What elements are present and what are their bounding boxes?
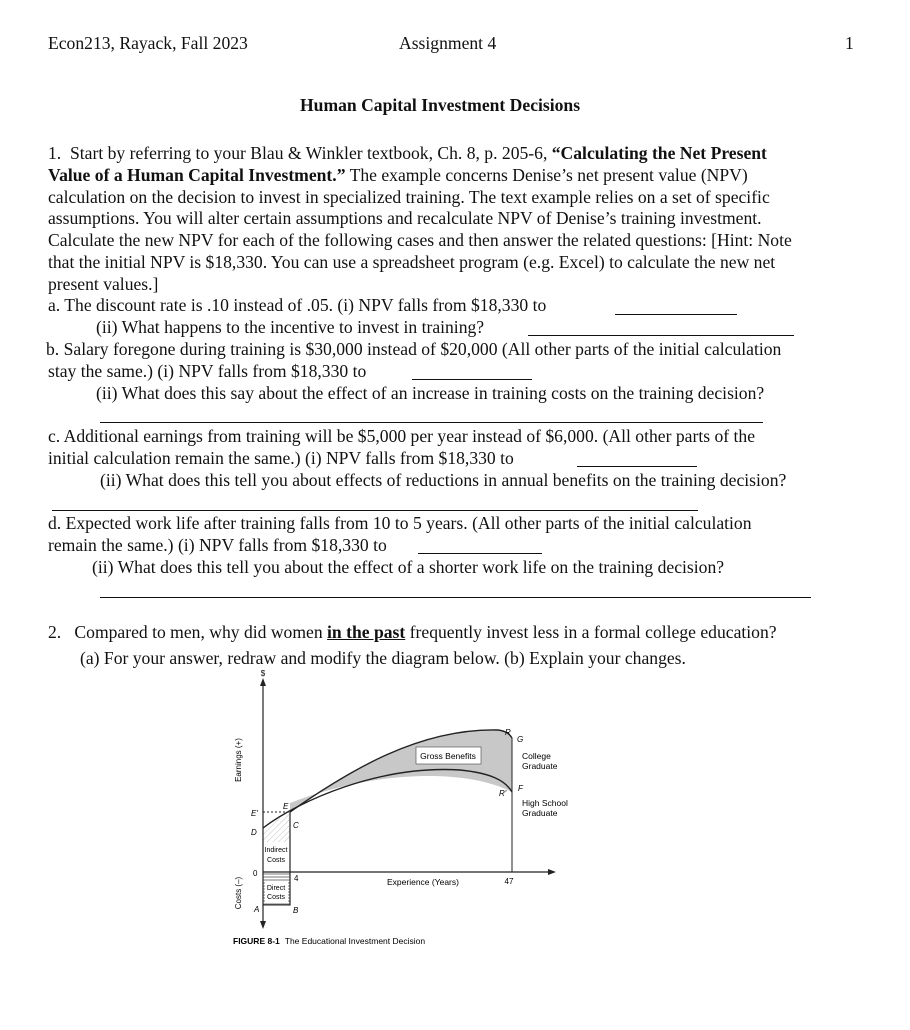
- point-g-label: G: [517, 735, 524, 744]
- q1d-line-2: remain the same.) (i) NPV falls from $18,330 to: [48, 535, 387, 555]
- x-axis-arrow: [548, 869, 556, 875]
- high-school-graduate-label-1: High School: [522, 798, 568, 808]
- q1-line-5: Calculate the new NPV for each of the following cases and then answer the related questions: [Hint: Note: [48, 230, 792, 250]
- q1c-line-2: initial calculation remain the same.) (i) NPV falls from $18,330 to: [48, 448, 514, 468]
- point-b-label: B: [293, 906, 299, 915]
- figure-caption: [233, 936, 425, 946]
- point-r-label: R: [505, 728, 511, 737]
- page-title: Human Capital Investment Decisions: [300, 95, 581, 115]
- point-a-label: A: [254, 905, 260, 914]
- q1-line-6: that the initial NPV is $18,330. You can use a spreadsheet program (e.g. Excel) to calculate the new net: [48, 252, 776, 272]
- q1-line-2-text: The example concerns Denise’s net present value (NPV): [345, 165, 748, 185]
- q1d-line-1: d. Expected work life after training falls from 10 to 5 years. (All other parts of the initial calculation: [48, 513, 752, 533]
- y-axis-arrow-up: [260, 678, 266, 686]
- point-e-prime-label: E': [251, 809, 258, 818]
- point-r-prime-label: R': [499, 789, 507, 798]
- direct-costs-label-1: Direct: [266, 885, 286, 892]
- q1b-line-1: b. Salary foregone during training is $30,000 instead of $20,000 (All other parts of the initial calculation: [46, 339, 782, 359]
- y-axis-dollar-label: $: [260, 669, 266, 678]
- y-axis-arrow-down: [260, 921, 266, 929]
- q1-bold-title-1: “Calculating the Net Present: [551, 143, 767, 163]
- q2-emphasis: in the past: [327, 622, 406, 642]
- q1-number: 1.: [48, 143, 62, 163]
- q1-line-4: assumptions. You will alter certain assumptions and recalculate NPV of Denise’s training investment.: [48, 208, 762, 228]
- tick-4-label: 4: [294, 874, 299, 883]
- header-assignment: Assignment 4: [399, 33, 497, 53]
- origin-label: 0: [253, 869, 258, 878]
- gross-benefits-label: Gross Benefits: [420, 751, 476, 761]
- q2-text-b: frequently invest less in a formal college education?: [405, 622, 777, 642]
- direct-costs-label-2: Costs: [267, 894, 285, 901]
- point-e-label: E: [283, 802, 289, 811]
- gross-benefits-area: [290, 730, 512, 812]
- point-c-label: C: [293, 821, 299, 830]
- q1d-part-ii: (ii) What does this tell you about the effect of a shorter work life on the training decision?: [92, 557, 725, 577]
- header-course: Econ213, Rayack, Fall 2023: [48, 33, 248, 53]
- q2-text-a: Compared to men, why did women: [74, 622, 328, 642]
- figure-caption-number: FIGURE 8-1: [233, 936, 280, 946]
- college-graduate-label-1: College: [522, 751, 551, 761]
- point-d-label: D: [251, 828, 257, 837]
- q1b-part-ii: (ii) What does this say about the effect of an increase in training costs on the training decision?: [96, 383, 765, 403]
- high-school-graduate-label-2: Graduate: [522, 808, 558, 818]
- q2-line-2: (a) For your answer, redraw and modify the diagram below. (b) Explain your changes.: [80, 648, 686, 668]
- tick-47-label: 47: [504, 877, 514, 886]
- q1-line-7: present values.]: [48, 274, 159, 294]
- q1a-text: a. The discount rate is .10 instead of .05. (i) NPV falls from $18,330 to: [48, 295, 547, 315]
- x-axis-label: Experience (Years): [387, 877, 459, 887]
- q1c-line-1: c. Additional earnings from training will be $5,000 per year instead of $6,000. (All other parts of the: [48, 426, 755, 446]
- point-f-label: F: [518, 784, 523, 793]
- q1b-line-2: stay the same.) (i) NPV falls from $18,330 to: [48, 361, 367, 381]
- costs-axis-label: Costs (–): [234, 876, 243, 910]
- q2-number: 2.: [48, 622, 62, 642]
- indirect-costs-label-2: Costs: [267, 857, 285, 864]
- q1a-part-ii: (ii) What happens to the incentive to invest in training?: [96, 317, 485, 337]
- college-graduate-label-2: Graduate: [522, 761, 558, 771]
- indirect-costs-label-1: Indirect: [264, 847, 288, 854]
- page-number: 1: [845, 33, 854, 53]
- q1-intro-text: Start by referring to your Blau & Winkler textbook, Ch. 8, p. 205-6,: [70, 143, 552, 163]
- earnings-axis-label: Earnings (+): [234, 738, 243, 782]
- q1c-part-ii: (ii) What does this tell you about effects of reductions in annual benefits on the training decision?: [100, 470, 787, 490]
- q1-bold-title-2: Value of a Human Capital Investment.”: [48, 165, 346, 185]
- figure-caption-text: The Educational Investment Decision: [284, 936, 426, 946]
- q1-line-3: calculation on the decision to invest in specialized training. The text example relies on a set of specific: [48, 187, 770, 207]
